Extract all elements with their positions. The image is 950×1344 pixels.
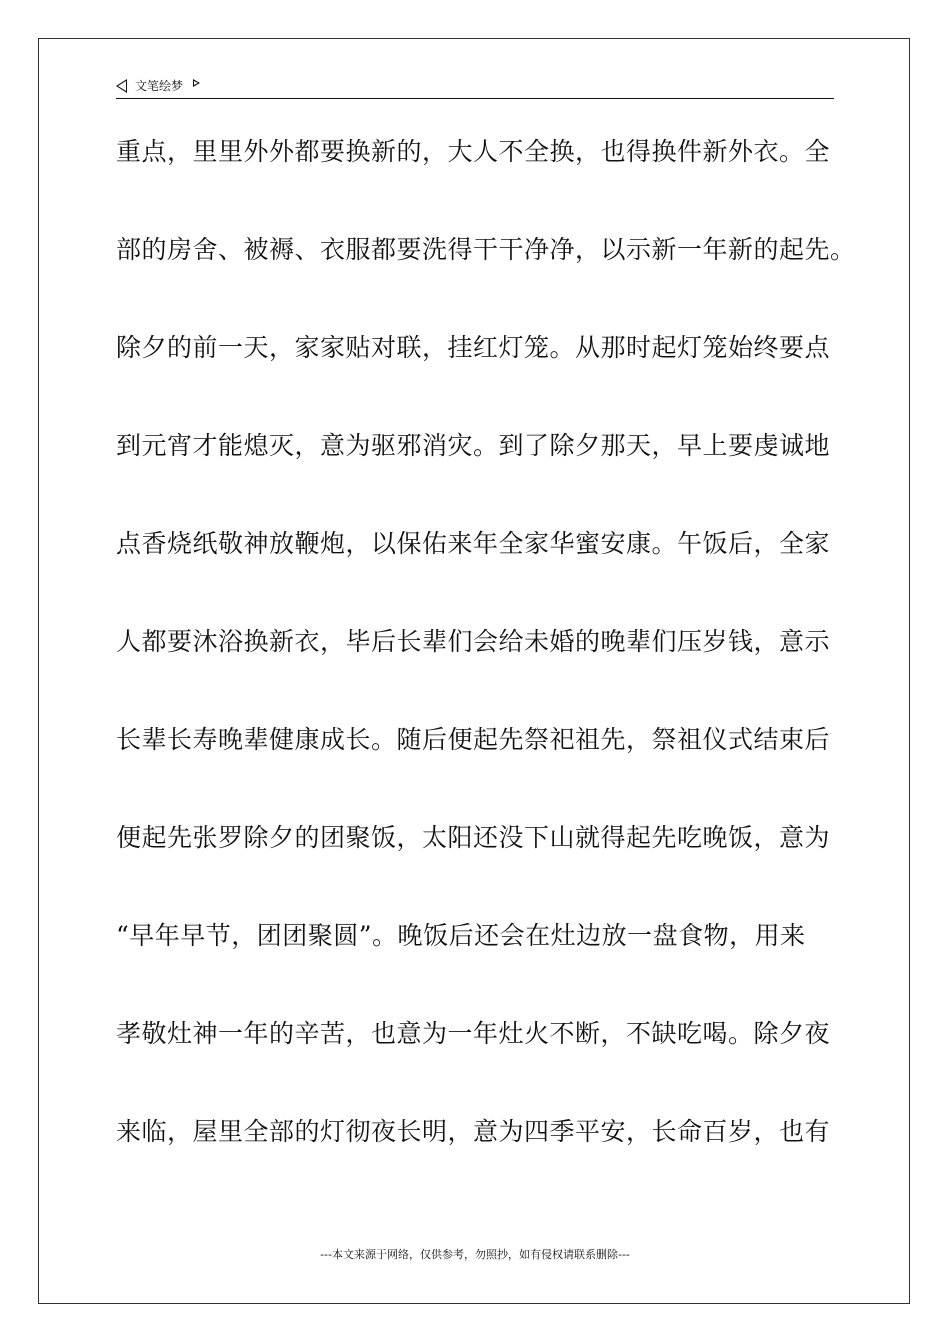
triangle-right-icon (193, 79, 200, 87)
text-line: 长辈长寿晚辈健康成长。随后便起先祭祀祖先，祭祖仪式结束后 (116, 725, 831, 754)
header-title: 文笔绘梦 (135, 79, 184, 93)
text-line: 来临，屋里全部的灯彻夜长明，意为四季平安，长命百岁，也有 (116, 1117, 831, 1146)
text-line: 重点，里里外外都要换新的，大人不全换，也得换件新外衣。全 (116, 137, 831, 166)
text-line: “早年早节，团团聚圆”。晚饭后还会在灶边放一盘食物，用来 (116, 921, 806, 950)
text-line: 人都要沐浴换新衣，毕后长辈们会给未婚的晚辈们压岁钱，意示 (116, 627, 831, 656)
page-footer: ---本文来源于网络，仅供参考，勿照抄，如有侵权请联系删除--- (320, 1248, 630, 1261)
triangle-left-icon (116, 79, 127, 93)
text-line: 到元宵才能熄灭，意为驱邪消灾。到了除夕那天，早上要虔诚地 (116, 431, 831, 460)
document-body (116, 132, 856, 1210)
text-line: 点香烧纸敬神放鞭炮，以保佑来年全家华蜜安康。午饭后，全家 (116, 529, 831, 558)
page-header (116, 74, 834, 99)
text-line: 便起先张罗除夕的团聚饭，太阳还没下山就得起先吃晚饭，意为 (116, 823, 831, 852)
text-line: 孝敬灶神一年的辛苦，也意为一年灶火不断，不缺吃喝。除夕夜 (116, 1019, 831, 1048)
text-line: 部的房舍、被褥、衣服都要洗得干干净净，以示新一年新的起先。 (116, 235, 856, 264)
text-line: 除夕的前一天，家家贴对联，挂红灯笼。从那时起灯笼始终要点 (116, 333, 831, 362)
